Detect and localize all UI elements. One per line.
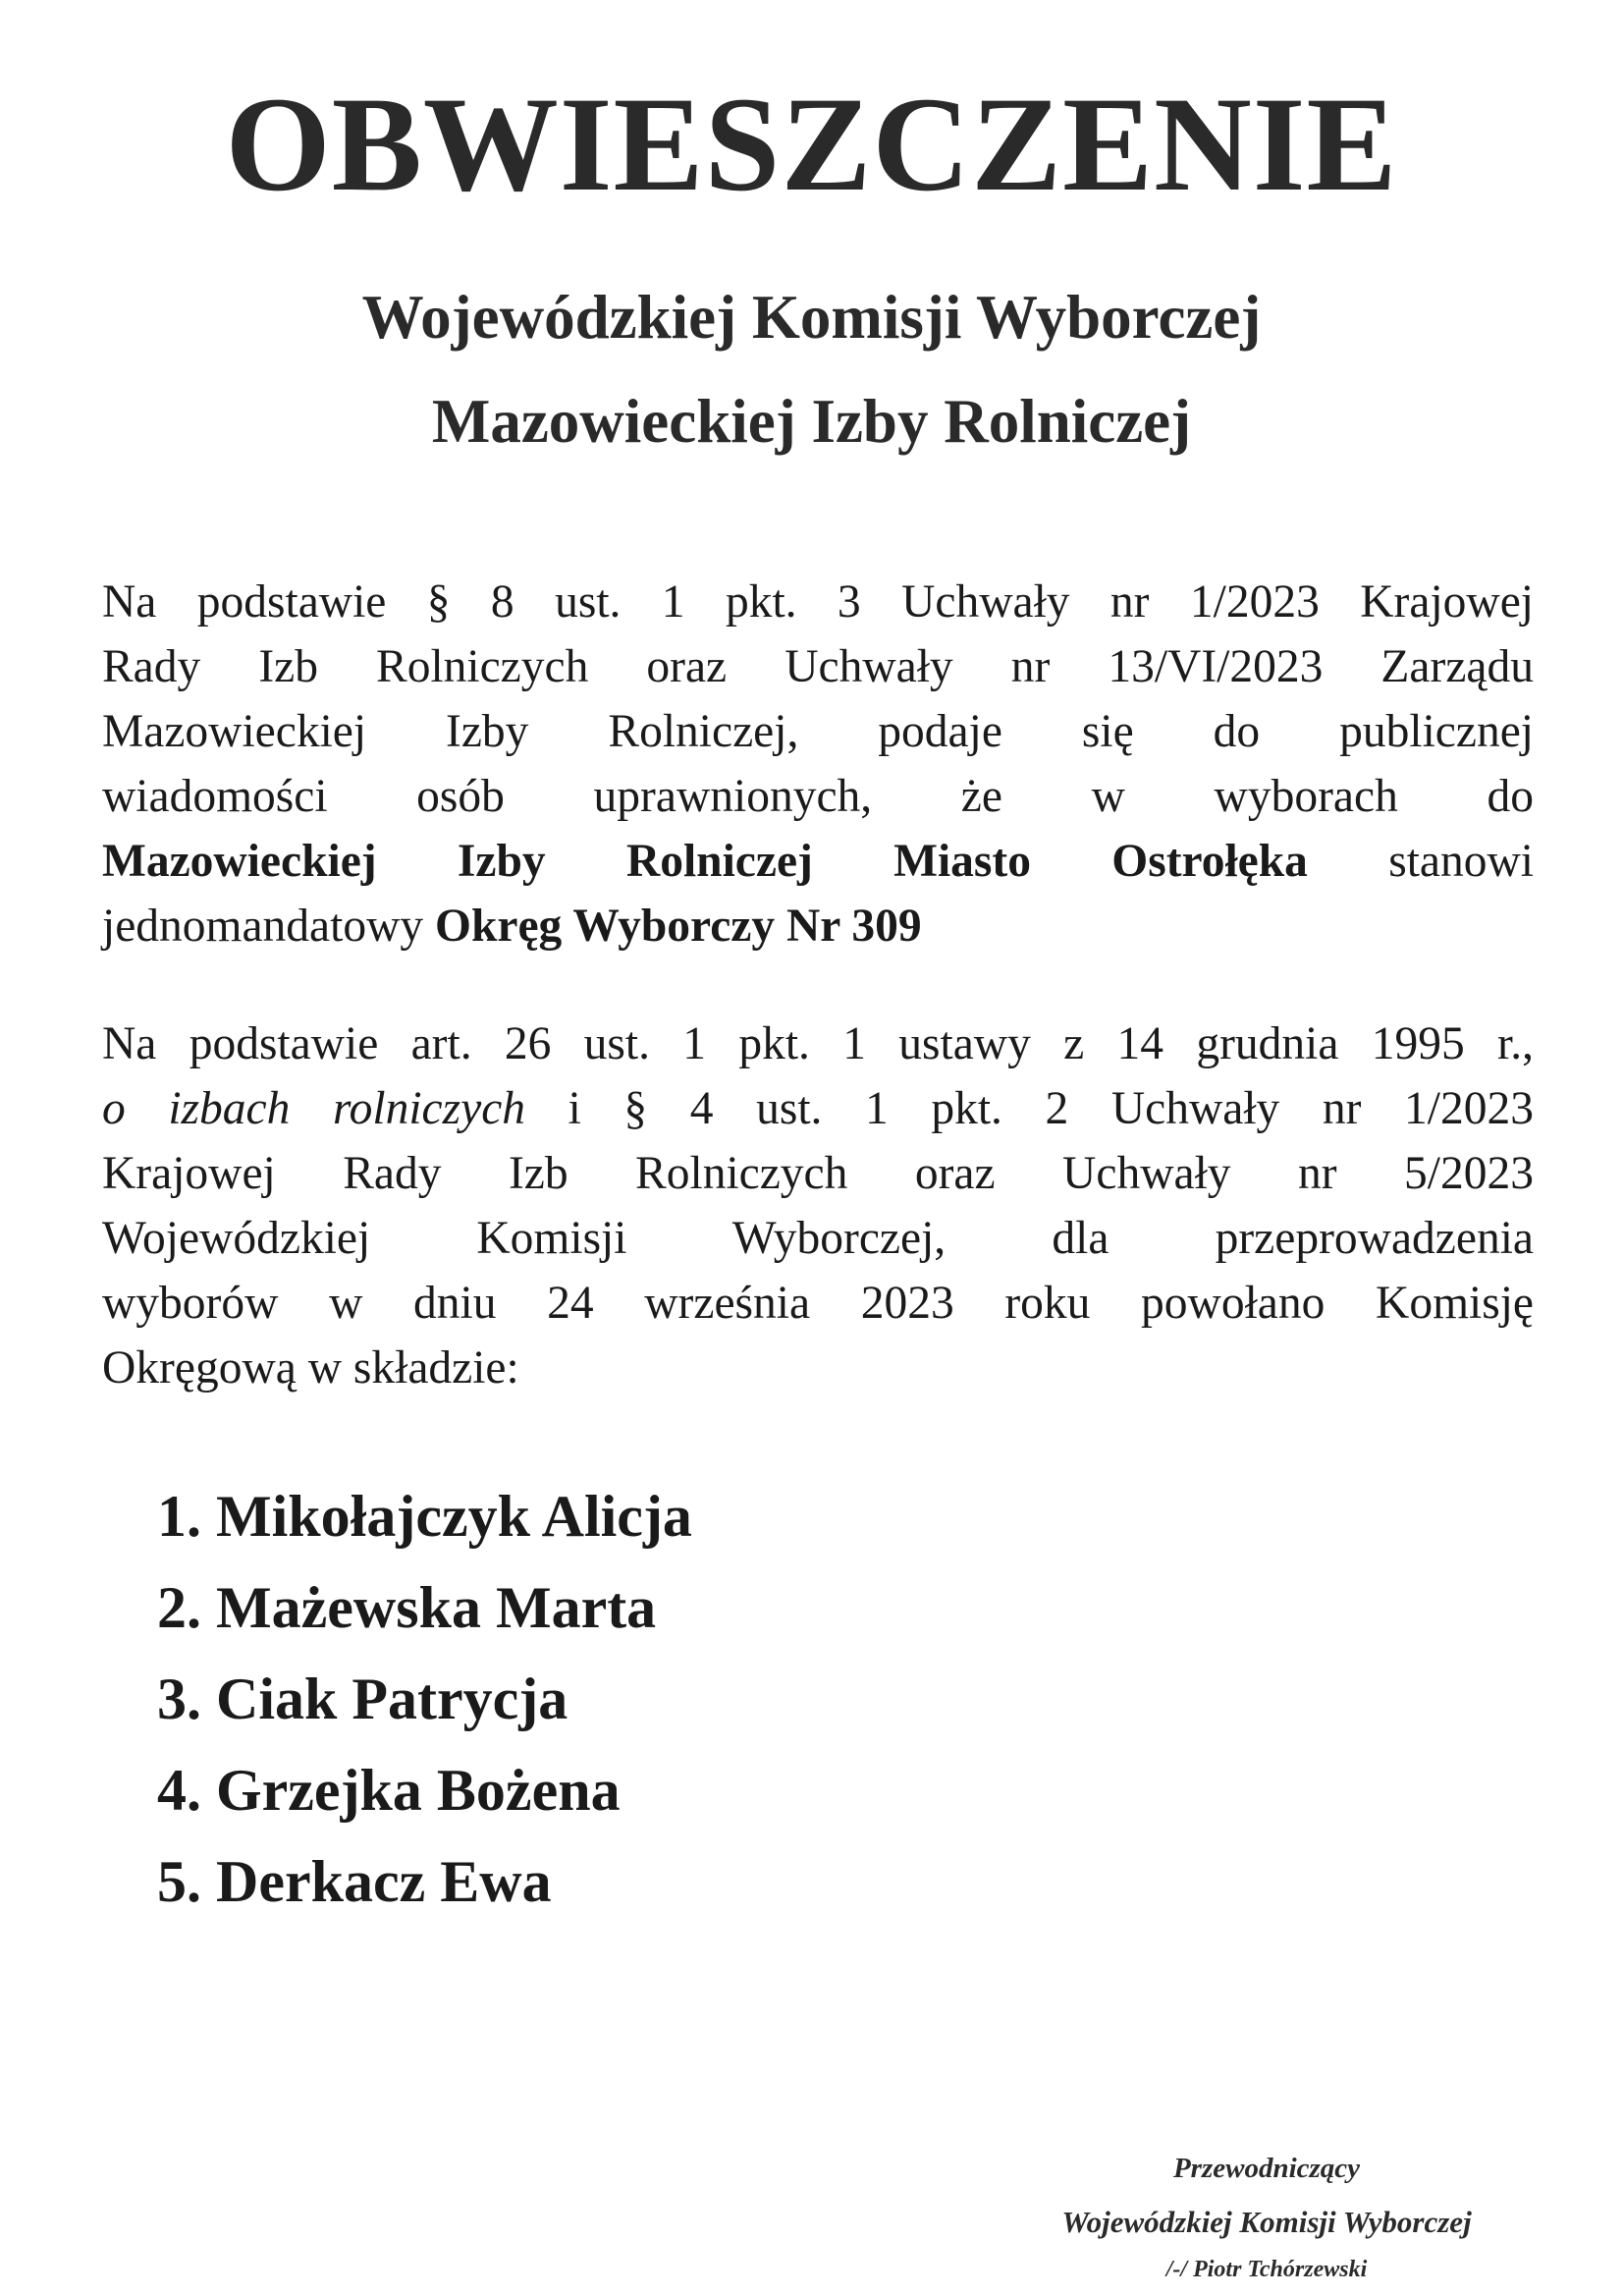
paragraph-line — [102, 829, 1534, 894]
list-item: 3. Ciak Patrycja — [157, 1667, 568, 1731]
paragraph-commission — [102, 1011, 1534, 1400]
subtitle-line-2: Mazowieckiej Izby Rolniczej — [431, 387, 1192, 456]
paragraph-line: Okręgową w składzie: — [102, 1342, 519, 1394]
act-title: o izbach rolniczych — [102, 1083, 526, 1134]
paragraph-line: Mazowieckiej Izby Rolniczej, podaje się do publicznej — [102, 706, 1534, 757]
district-name: Mazowieckiej Izby Rolniczej Miasto Ostrołęka — [102, 836, 1308, 887]
signature-name: /-/ Piotr Tchórzewski — [1165, 2257, 1368, 2282]
signature-role: Przewodniczący — [1172, 2153, 1361, 2184]
paragraph-line: Rady Izb Rolniczych oraz Uchwały nr 13/VI/2023 Zarządu — [102, 641, 1534, 692]
paragraph-line — [102, 894, 1534, 958]
subtitle-line-1: Wojewódzkiej Komisji Wyborczej — [361, 283, 1262, 352]
list-item: 5. Derkacz Ewa — [157, 1849, 552, 1914]
paragraph-text: jednomandatowy — [102, 901, 424, 952]
list-item: 2. Mażewska Marta — [157, 1575, 657, 1640]
paragraph-line: Na podstawie art. 26 ust. 1 pkt. 1 ustawy z 14 grudnia 1995 r., — [102, 1018, 1534, 1069]
paragraph-line — [102, 1076, 1534, 1141]
paragraph-electoral-district — [102, 570, 1534, 958]
paragraph-text: stanowi — [1388, 836, 1534, 887]
district-number: Okręg Wyborczy Nr 309 — [435, 901, 922, 952]
paragraph-line: wiadomości osób uprawnionych, że w wyborach do — [102, 771, 1534, 822]
paragraph-text: i § 4 ust. 1 pkt. 2 Uchwały nr 1/2023 — [568, 1083, 1534, 1134]
paragraph-line: Krajowej Rady Izb Rolniczych oraz Uchwały nr 5/2023 — [102, 1148, 1534, 1199]
list-item: 4. Grzejka Bożena — [157, 1758, 621, 1823]
signature-body: Wojewódzkiej Komisji Wyborczej — [1061, 2205, 1472, 2239]
page-title: OBWIESZCZENIE — [225, 69, 1398, 219]
paragraph-line: wyborów w dniu 24 września 2023 roku powołano Komisję — [102, 1278, 1534, 1329]
list-item: 1. Mikołajczyk Alicja — [157, 1484, 692, 1549]
paragraph-line: Na podstawie § 8 ust. 1 pkt. 3 Uchwały nr 1/2023 Krajowej — [102, 576, 1534, 628]
commission-members-list — [157, 1471, 692, 1928]
paragraph-line: Wojewódzkiej Komisji Wyborczej, dla przeprowadzenia — [102, 1213, 1534, 1264]
